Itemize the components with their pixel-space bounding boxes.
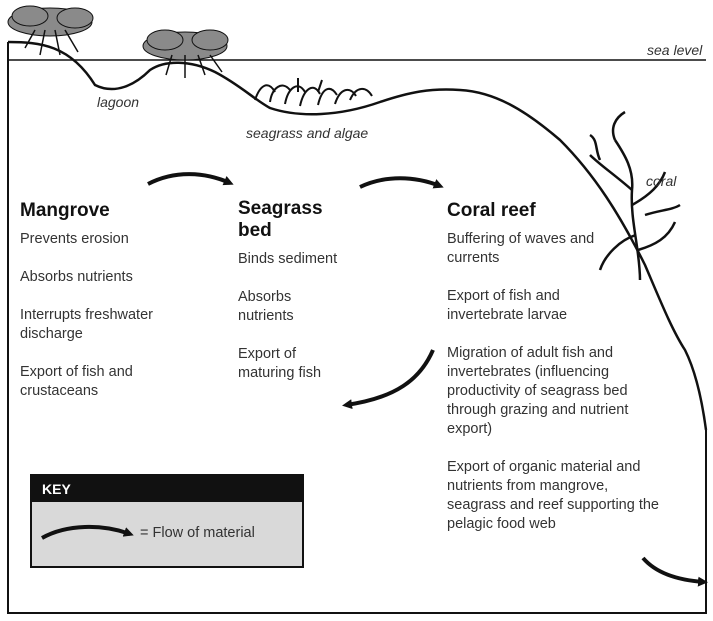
key-box (30, 474, 304, 568)
mangrove-item: Export of fish and crustaceans (20, 364, 133, 399)
coral-reef-item: Export of organic material and nutrients from mangrove, seagrass and reef supporting the pelagic food web (447, 459, 659, 532)
mangrove-item: Interrupts freshwater discharge (20, 307, 153, 342)
seagrass-column (238, 198, 348, 402)
lagoon-label: lagoon (97, 94, 140, 110)
flow-arrow-to-ocean (643, 558, 704, 582)
coral-reef-item: Migration of adult fish and invertebrates (influencing productivity of seagrass bed through grazing and nutrient export) (447, 345, 629, 437)
key-arrow-icon (32, 502, 142, 568)
mangrove-title: Mangrove (20, 200, 110, 221)
flow-arrow-seagrass-to-coral (360, 178, 440, 187)
key-flow-label: = Flow of material (140, 525, 255, 541)
flow-arrow-coral-to-seagrass (346, 350, 433, 405)
key-row (32, 502, 302, 568)
mangrove-item: Prevents erosion (20, 231, 129, 247)
seagrass-item: Binds sediment (238, 251, 338, 267)
sea-level-label: sea level (647, 42, 703, 58)
key-title: KEY (32, 476, 302, 502)
coral-reef-item: Export of fish and invertebrate larvae (447, 288, 568, 323)
mangrove-item: Absorbs nutrients (20, 269, 133, 285)
mangrove-column (20, 200, 210, 420)
seagrass-algae-label: seagrass and algae (246, 125, 369, 141)
coral-label: coral (646, 173, 677, 189)
seagrass-item: Absorbs nutrients (238, 289, 294, 324)
seagrass-item: Export of maturing fish (238, 346, 322, 381)
coral-reef-title: Coral reef (447, 200, 536, 221)
coral-reef-column (447, 200, 667, 553)
flow-arrow-mangrove-to-seagrass (148, 174, 230, 184)
seagrass-title: Seagrass bed (238, 198, 323, 241)
seagrass-icon (255, 78, 372, 106)
coral-reef-item: Buffering of waves and currents (447, 231, 595, 266)
